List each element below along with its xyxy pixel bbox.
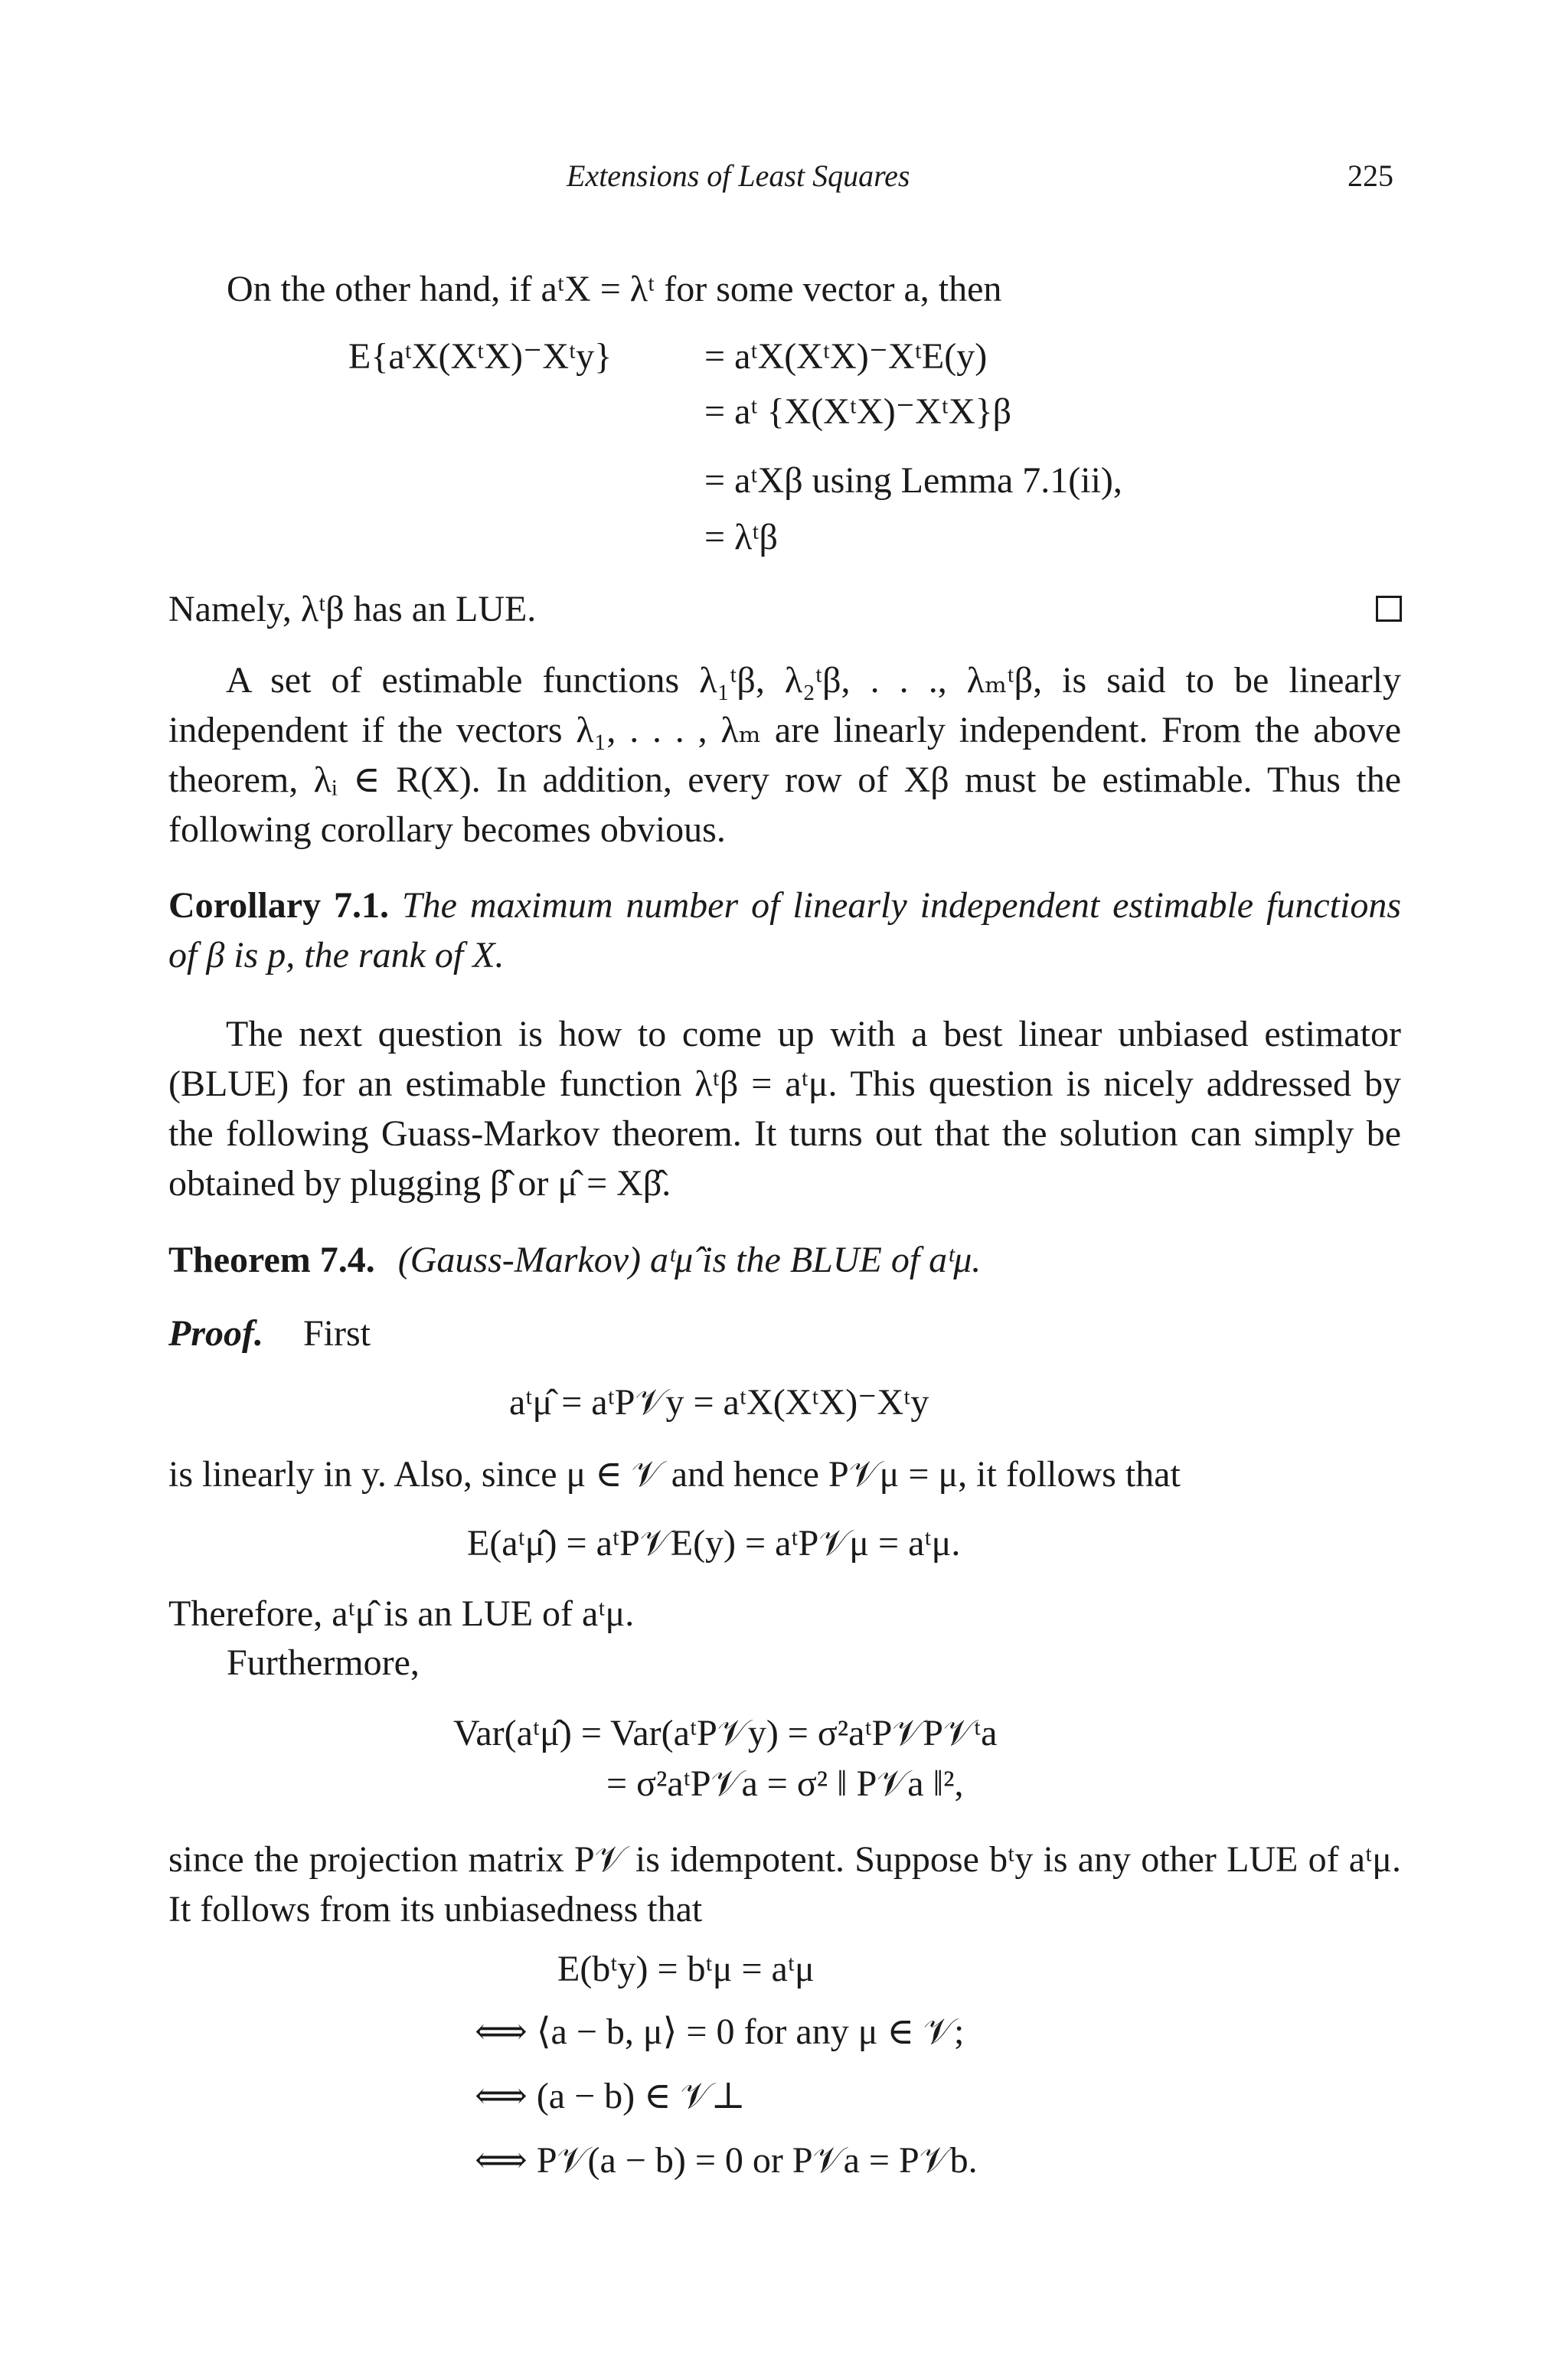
proof-first: First — [302, 1313, 371, 1354]
furthermore-line: Furthermore, — [227, 1642, 420, 1683]
proof-line — [168, 1309, 371, 1358]
eq5-line-1: E(bᵗy) = bᵗμ = aᵗμ — [557, 1949, 815, 1989]
eq1-rhs-4: = λᵗβ — [704, 517, 778, 557]
corollary-block — [168, 881, 1401, 980]
eq4-line-1: Var(aᵗμ̂) = Var(aᵗP𝒱y) = σ²aᵗP𝒱P𝒱ᵗa — [453, 1713, 998, 1753]
theorem-text: (Gauss-Markov) aᵗμ̂ is the BLUE of aᵗμ. — [397, 1240, 982, 1280]
namely-line: Namely, λᵗβ has an LUE. — [168, 589, 537, 629]
page-number: 225 — [1348, 158, 1393, 193]
paragraph-estimable: A set of estimable functions λ₁ᵗβ, λ₂ᵗβ, . . ., λₘᵗβ, is said to be linearly independent if the vectors λ₁, . . . , λₘ are linearly independent. From the above theorem, λᵢ ∈ R(X). In addition, every row of Xβ must be estimable. Thus the following corollary becomes obvious. — [168, 660, 1401, 850]
eq5-line-4: ⟺ P𝒱(a − b) = 0 or P𝒱a = P𝒱b. — [475, 2140, 978, 2181]
theorem-block — [168, 1236, 981, 1285]
eq1-rhs-2: = aᵗ {X(XᵗX)⁻XᵗX}β — [704, 391, 1012, 432]
paragraph-projection: since the projection matrix P𝒱 is idempotent. Suppose bᵗy is any other LUE of aᵗμ. It follows from its unbiasedness that — [168, 1839, 1401, 1930]
eq5-line-3: ⟺ (a − b) ∈ 𝒱⊥ — [475, 2076, 746, 2116]
running-title: Extensions of Least Squares — [567, 158, 910, 193]
eq2: aᵗμ̂ = aᵗP𝒱y = aᵗX(XᵗX)⁻Xᵗy — [509, 1382, 929, 1423]
linear-line: is linearly in y. Also, since μ ∈ 𝒱 and hence P𝒱μ = μ, it follows that — [168, 1454, 1181, 1495]
proof-label: Proof. — [168, 1313, 263, 1354]
eq1-rhs-3: = aᵗXβ using Lemma 7.1(ii), — [704, 460, 1122, 501]
theorem-label: Theorem 7.4. — [168, 1240, 375, 1280]
corollary-text: The maximum number of linearly independent estimable functions of β is p, the rank of X. — [168, 885, 1402, 975]
qed-box — [1376, 596, 1402, 622]
therefore-line: Therefore, aᵗμ̂ is an LUE of aᵗμ. — [168, 1593, 635, 1634]
eq1-rhs-1: = aᵗX(XᵗX)⁻XᵗE(y) — [704, 336, 988, 377]
eq1-lhs: E{aᵗX(XᵗX)⁻Xᵗy} — [348, 336, 612, 377]
eq5-line-2: ⟺ ⟨a − b, μ⟩ = 0 for any μ ∈ 𝒱; — [475, 2011, 965, 2052]
eq3: E(aᵗμ̂) = aᵗP𝒱E(y) = aᵗP𝒱μ = aᵗμ. — [467, 1523, 961, 1564]
corollary-label: Corollary 7.1. — [168, 885, 390, 926]
eq4-line-2: = σ²aᵗP𝒱a = σ² ‖ P𝒱a ‖², — [606, 1763, 964, 1804]
intro-line: On the other hand, if aᵗX = λᵗ for some vector a, then — [227, 269, 1002, 309]
paragraph-blue: The next question is how to come up with a best linear unbiased estimator (BLUE) for an estimable function λᵗβ = aᵗμ. This question is nicely addressed by the following Guass-Markov theorem. It turns out that the solution can simply be obtained by plugging β̂ or μ̂ = Xβ̂. — [168, 1014, 1401, 1204]
